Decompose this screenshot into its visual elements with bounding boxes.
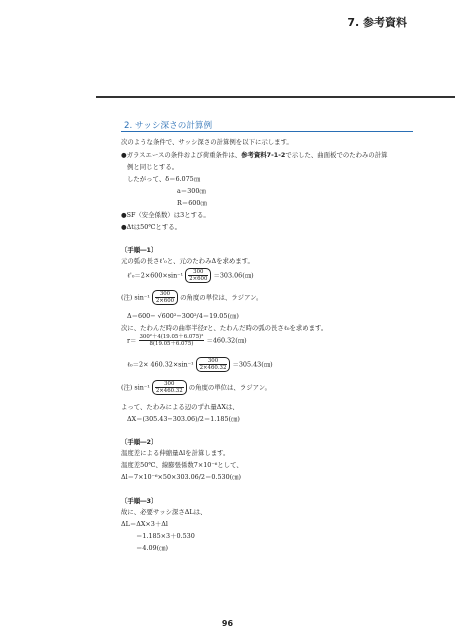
fraction-bracket: [185, 268, 211, 283]
formula-left: ℓ₀＝2× 460.32×sin⁻¹: [127, 360, 194, 369]
condition-delta: したがって、δ＝6.075㎝: [127, 175, 201, 183]
chapter-heading: 7. 参考資料: [347, 16, 407, 29]
note-left: (注) sin⁻¹: [121, 293, 150, 302]
fraction-numerator: 300²＋4(19.05＋6.075)²: [139, 334, 204, 340]
formula-curvature-radius: [127, 334, 247, 347]
step-1-result-description: よって、たわみによる辺のずれ量ΔXは、: [121, 403, 239, 411]
step-2-title: 〔手順―2〕: [121, 438, 158, 446]
bullet-load-conditions: [121, 151, 388, 159]
fraction-numerator: 300: [199, 358, 228, 365]
condition-r: R＝600㎝: [177, 199, 207, 207]
fraction: [155, 381, 184, 394]
fraction: [139, 334, 205, 347]
section-title: 2. サッシ深さの計算例: [124, 121, 213, 131]
fraction-bracket: [152, 380, 187, 395]
note-radian-1: [121, 290, 262, 305]
step-3-title: 〔手順―3〕: [121, 497, 158, 505]
bullet-continuation: 例と同じとする。: [127, 163, 179, 171]
bullet-safety-factor: ●SF（安全係数）は3とする。: [121, 211, 210, 219]
reference-link-text: 参考資料7-1-2: [241, 151, 286, 159]
step-1-description-2: 次に、たわんだ時の曲率半径rと、たわんだ時の弧の長さℓ₀を求めます。: [121, 324, 328, 332]
section-underline: [121, 131, 413, 132]
fraction-bracket: [196, 357, 231, 372]
step-3-equation-3: ＝4.09(㎝): [136, 544, 168, 552]
formula-original-deflection: Δ＝600− √600²−300²/4＝19.05(㎝): [127, 312, 239, 320]
fraction-denominator: 2×460.32: [155, 388, 183, 395]
header-rule: [96, 96, 455, 98]
step-1-title: 〔手順―1〕: [121, 246, 158, 254]
note-right: の角度の単位は、ラジアン。: [180, 293, 263, 302]
fraction: [155, 291, 175, 304]
fraction-denominator: 2×600: [155, 298, 175, 305]
bullet-text: で示した、曲面板でのたわみの計算: [285, 151, 388, 159]
fraction-denominator: 2×600: [189, 276, 208, 283]
note-left: (注) sin⁻¹: [121, 383, 150, 392]
fraction: [188, 269, 208, 282]
bullet-temperature: ●Δtは50℃とする。: [121, 223, 181, 231]
note-right: の角度の単位は、ラジアン。: [188, 383, 272, 392]
intro-line: 次のような条件で、サッシ深さの計算例を以下に示します。: [121, 138, 293, 146]
step-2-condition: 温度差50℃、線膨張係数7×10⁻⁶として、: [121, 461, 243, 469]
step-3-equation-1: ΔL＝ΔX×3＋Δl: [121, 520, 168, 528]
fraction-numerator: 300: [155, 381, 184, 388]
page-number: 96: [221, 619, 234, 628]
bullet-text: ●ガラスエースの条件および荷重条件は、: [121, 151, 242, 159]
step-1-description: 元の弧の長さℓ'₀と、元のたわみΔを求めます。: [121, 257, 254, 265]
formula-original-arc: [127, 268, 254, 283]
step-3-equation-2: ＝1.185×3＋0.530: [136, 532, 195, 540]
fraction: [199, 358, 228, 371]
step-3-description: 故に、必要サッシ深さΔLは、: [121, 508, 207, 516]
condition-a: a＝300㎝: [177, 187, 206, 195]
step-2-result: Δl＝7×10⁻⁶×50×303.06/2＝0.530(㎝): [121, 473, 242, 481]
formula-result: ＝305.43(㎝): [232, 360, 273, 369]
formula-result: ＝460.32(㎝): [206, 336, 247, 345]
fraction-numerator: 300: [188, 269, 208, 276]
formula-result: ＝303.06(㎝): [213, 271, 254, 280]
note-radian-2: [121, 380, 271, 395]
fraction-bracket: [152, 290, 178, 305]
fraction-denominator: 2×460.32: [199, 365, 227, 372]
formula-deflected-arc: [127, 357, 273, 372]
step-2-description: 温度差による伸縮量Δlを計算します。: [121, 449, 230, 457]
formula-left: r＝: [127, 336, 137, 345]
fraction-numerator: 300: [155, 291, 175, 298]
step-1-result: ΔX＝(305.43−303.06)/2＝1.185(㎝): [127, 415, 240, 423]
fraction-denominator: 8(19.05＋6.075): [149, 341, 194, 348]
formula-left: ℓ'₀＝2×600×sin⁻¹: [127, 271, 184, 280]
